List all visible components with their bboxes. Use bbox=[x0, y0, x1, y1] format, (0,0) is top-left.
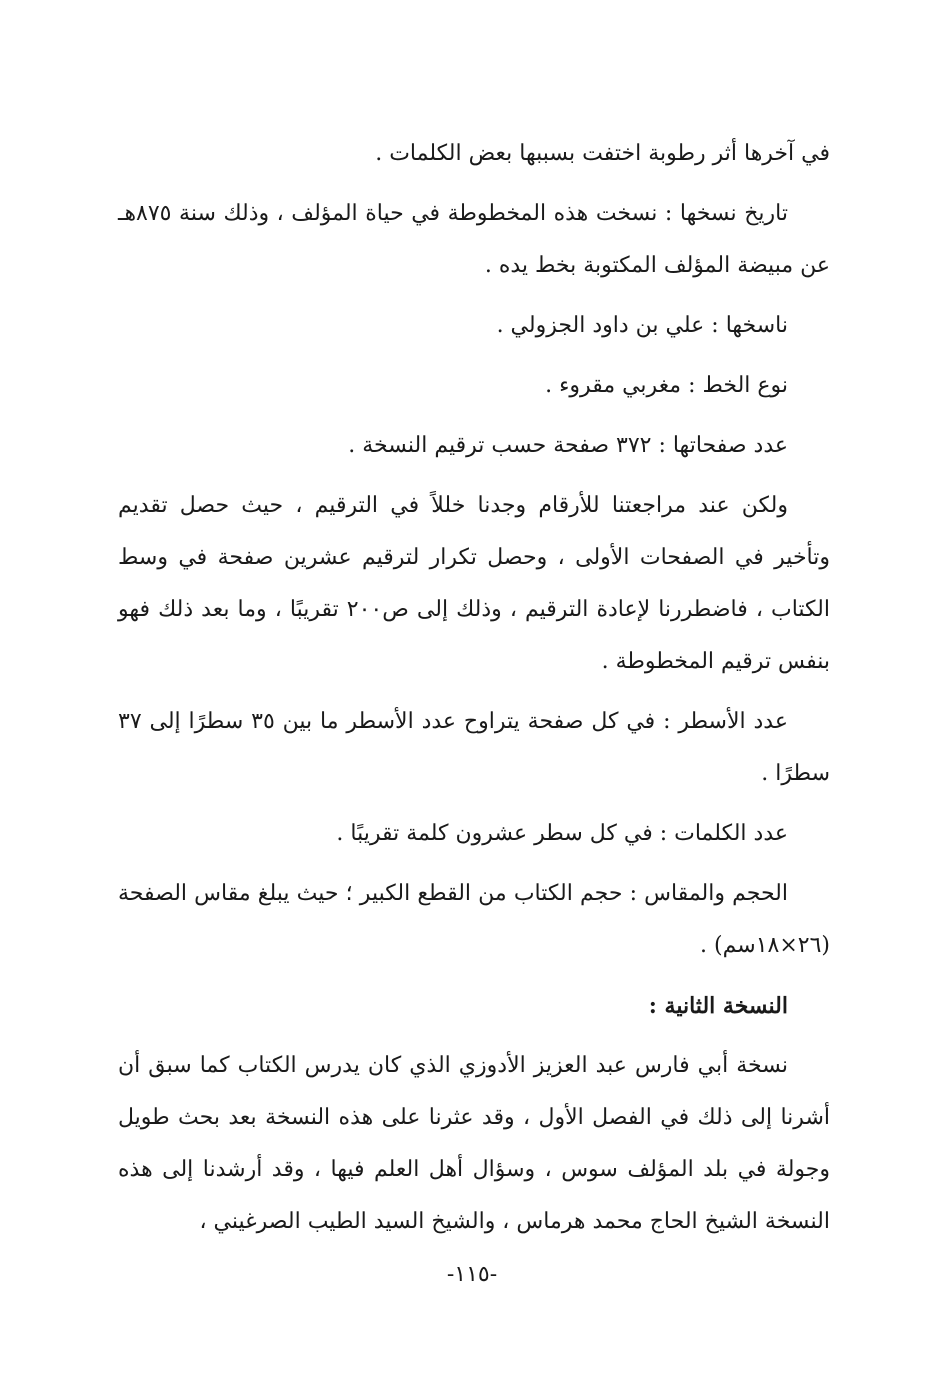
paragraph-script-type: نوع الخط : مغربي مقروء . bbox=[545, 373, 788, 398]
paragraph-numbering-note: ولكن عند مراجعتنا للأرقام وجدنا خللاً في الترقيم ، حيث حصل تقديم وتأخير في الصفحات الأولى ، وحصل تكرار لترقيم عشرين صفحة في وسط الكتاب ، فاضطررنا لإعادة الترقيم ، وذلك إلى ص٢٠٠ تقريبًا ، وما بعد ذلك فهو بنفس ترقيم المخطوطة . bbox=[118, 493, 830, 674]
paragraph-size: الحجم والمقاس : حجم الكتاب من القطع الكبير ؛ حيث يبلغ مقاس الصفحة (٢٦×١٨سم) . bbox=[118, 881, 830, 958]
paragraph-line-count: عدد الأسطر : في كل صفحة يتراوح عدد الأسطر ما بين ٣٥ سطرًا إلى ٣٧ سطرًا . bbox=[118, 709, 830, 786]
page-number: -١١٥- bbox=[446, 1262, 498, 1287]
paragraph-copy-date: تاريخ نسخها : نسخت هذه المخطوطة في حياة المؤلف ، وذلك سنة ٨٧٥هـ عن مبيضة المؤلف المكتوبة بخط يده . bbox=[118, 201, 830, 278]
section-heading-second-copy: النسخة الثانية : bbox=[648, 993, 788, 1019]
paragraph-moisture-note: في آخرها أثر رطوبة اختفت بسببها بعض الكلمات . bbox=[375, 141, 830, 166]
paragraph-copyist: ناسخها : علي بن داود الجزولي . bbox=[496, 313, 788, 338]
paragraph-page-count: عدد صفحاتها : ٣٧٢ صفحة حسب ترقيم النسخة . bbox=[348, 433, 788, 458]
paragraph-second-copy: نسخة أبي فارس عبد العزيز الأدوزي الذي كان يدرس الكتاب كما سبق أن أشرنا إلى ذلك في الفصل الأول ، وقد عثرنا على هذه النسخة بعد بحث طويل وجولة في بلد المؤلف سوس ، وسؤال أهل العلم فيها ، وقد أرشدنا إلى هذه النسخة الشيخ الحاج محمد هرماس ، والشيخ السيد الطيب الصرغيني ، bbox=[118, 1053, 830, 1234]
paragraph-word-count: عدد الكلمات : في كل سطر عشرون كلمة تقريبًا . bbox=[336, 821, 788, 846]
page-body bbox=[118, 128, 830, 1298]
